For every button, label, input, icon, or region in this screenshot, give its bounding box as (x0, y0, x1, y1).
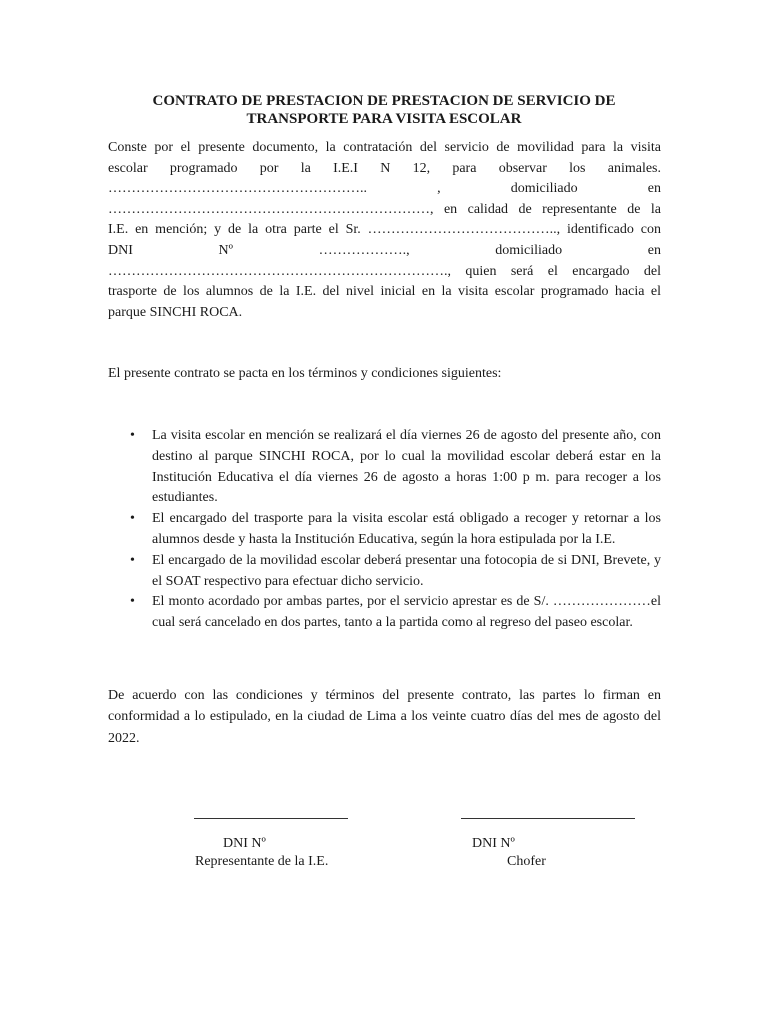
signature-line-representative (194, 818, 348, 819)
clause-item (108, 426, 661, 509)
clause-item (108, 551, 661, 593)
intro-paragraph (108, 138, 661, 323)
bullet-icon: • (130, 511, 135, 527)
terms-intro: El presente contrato se pacta en los términos y condiciones siguientes: (108, 366, 502, 381)
representative-dni-label: DNI Nº (223, 836, 266, 851)
title-line-2: TRANSPORTE PARA VISITA ESCOLAR (246, 111, 522, 127)
clause-item (108, 592, 661, 634)
clause-text: La visita escolar en mención se realizará el día viernes 26 de agosto del presente año, con destino al parque SINCHI ROCA, por lo cual la movilidad escolar deberá estar en la Institución Educativa el día viernes 26 de agosto a horas 1:00 p m. para recoger a los estudiantes. (152, 428, 661, 506)
driver-role-label: Chofer (507, 854, 546, 869)
clause-list (108, 426, 661, 634)
clause-item (108, 509, 661, 551)
intro-line: ………………………………………………………………., quien será el encargado del (108, 263, 661, 279)
title-line-1: CONTRATO DE PRESTACION DE PRESTACION DE SERVICIO DE (152, 93, 616, 109)
signature-line-driver (461, 818, 635, 819)
intro-line: Conste por el presente documento, la contratación del servicio de movilidad para la visita (108, 140, 661, 155)
driver-dni-label: DNI Nº (472, 836, 515, 851)
intro-line: parque SINCHI ROCA. (108, 304, 243, 320)
intro-line: ……………………………………………….. , domiciliado en (108, 181, 661, 197)
intro-line: I.E. en mención; y de la otra parte el Sr. ………………………………….., identificado con (108, 222, 661, 238)
clause-text: El monto acordado por ambas partes, por el servicio aprestar es de S/. …………………el cual será cancelado en dos partes, tanto a la partida como al regreso del paseo escolar. (152, 594, 661, 631)
intro-line: trasporte de los alumnos de la I.E. del nivel inicial en la visita escolar programado hacia el (108, 284, 661, 300)
clause-text: El encargado del trasporte para la visita escolar está obligado a recoger y retornar a los alumnos desde y hasta la Institución Educativa, según la hora estipulada por la I.E. (152, 511, 661, 547)
closing-paragraph: De acuerdo con las condiciones y términos del presente contrato, las partes lo firman en conformidad a lo estipulado, en la ciudad de Lima a los veinte cuatro días del mes de agosto del 2022. (108, 688, 661, 746)
bullet-icon: • (130, 594, 135, 610)
contract-title (108, 92, 660, 128)
intro-line: DNI Nº ………………., domiciliado en (108, 242, 661, 258)
bullet-icon: • (130, 552, 135, 568)
bullet-icon: • (130, 428, 135, 443)
intro-line: escolar programado por la I.E.I N 12, para observar los animales. (108, 160, 661, 176)
clause-text: El encargado de la movilidad escolar deberá presentar una fotocopia de si DNI, Brevete, y el SOAT respectivo para efectuar dicho servicio. (152, 552, 661, 589)
intro-line: ……………………………………………………………, en calidad de representante de la (108, 201, 661, 217)
representative-role-label: Representante de la I.E. (195, 854, 329, 869)
